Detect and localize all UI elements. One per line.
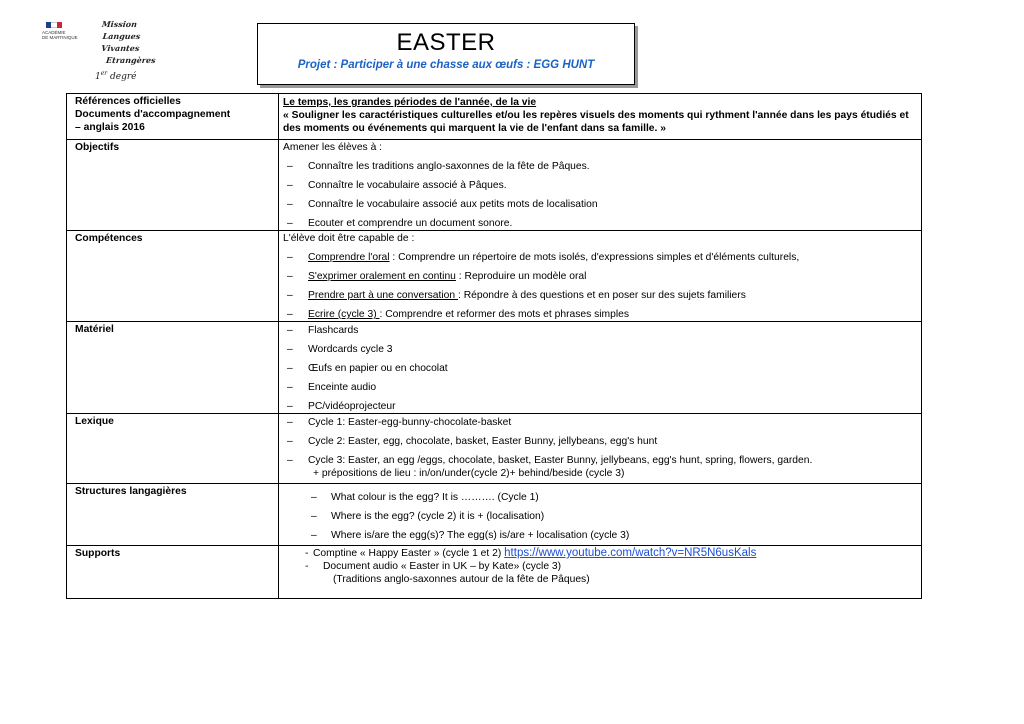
list-item: – Ecouter et comprendre un document sonore.: [283, 217, 917, 230]
materiel-content: [279, 322, 922, 414]
page-title: EASTER: [396, 29, 496, 56]
table-row-structures: [67, 484, 922, 546]
supports-label: Supports: [67, 546, 279, 599]
list-item: – Connaître le vocabulaire associé aux petits mots de localisation: [283, 198, 917, 211]
lexique-list: [283, 416, 917, 467]
list-item: – Wordcards cycle 3: [283, 343, 917, 356]
list-item: – Cycle 3: Easter, an egg /eggs, chocolate, basket, Easter Bunny, jellybeans, egg's hunt, spring, flowers, garden.: [283, 454, 917, 467]
supports-note: (Traditions anglo-saxonnes autour de la fête de Pâques): [333, 574, 590, 585]
structures-content: [279, 484, 922, 546]
table-row-references: [67, 94, 922, 140]
table-row-objectifs: [67, 140, 922, 231]
list-item: – Flashcards: [283, 324, 917, 337]
objectifs-content: [279, 140, 922, 231]
objectifs-label: Objectifs: [67, 140, 279, 231]
list-item: – What colour is the egg? It is ………. (Cycle 1): [283, 491, 917, 504]
list-item: – Connaître le vocabulaire associé à Pâques.: [283, 179, 917, 192]
references-quote: « Souligner les caractéristiques culturelles et/ou les repères visuels des moments qui rythment l'année dans les pays étudiés et des moments ou événements qui marquent la vie de l'enfant dans sa famille. »: [283, 110, 909, 134]
lexique-content: [279, 414, 922, 484]
list-item: – Where is/are the egg(s)? The egg(s) is/are + localisation (cycle 3): [283, 529, 917, 542]
structures-list: [283, 491, 917, 542]
list-item: – Cycle 2: Easter, egg, chocolate, basket, Easter Bunny, jellybeans, egg's hunt: [283, 435, 917, 448]
youtube-link[interactable]: https://www.youtube.com/watch?v=NR5N6usKals: [504, 547, 757, 559]
lexique-prepositions: + prépositions de lieu : in/on/under(cycle 2)+ behind/beside (cycle 3): [313, 468, 625, 479]
french-flag-icon: [46, 22, 62, 28]
references-heading: Le temps, les grandes périodes de l'année, de la vie: [283, 97, 537, 108]
project-subtitle: Projet : Participer à une chasse aux œufs : EGG HUNT: [297, 59, 595, 71]
academie-text: ACADÉMIE DE MARTINIQUE: [42, 30, 78, 40]
list-item: – Ecrire (cycle 3) : Comprendre et reformer des mots et phrases simples: [283, 308, 917, 321]
table-row-materiel: [67, 322, 922, 414]
table-row-competences: [67, 231, 922, 322]
lexique-label: Lexique: [67, 414, 279, 484]
list-item: – Comprendre l'oral : Comprendre un répertoire de mots isolés, d'expressions simples et d'éléments culturels,: [283, 251, 917, 264]
lesson-plan-table: [66, 93, 922, 599]
references-content: [279, 94, 922, 140]
list-item: – Where is the egg? (cycle 2) it is + (localisation): [283, 510, 917, 523]
competences-intro: L'élève doit être capable de :: [283, 233, 415, 244]
competences-label: Compétences: [67, 231, 279, 322]
references-label: Références officielles Documents d'accompagnement – anglais 2016: [67, 94, 279, 140]
list-item: – Œufs en papier ou en chocolat: [283, 362, 917, 375]
supports-content: [279, 546, 922, 599]
supports-audio: - Document audio « Easter in UK – by Kate» (cycle 3): [283, 560, 917, 573]
mission-lve-text: Mission Langues Vivantes Etrangères: [100, 19, 157, 65]
competences-content: [279, 231, 922, 322]
supports-comptine: - Comptine « Happy Easter » (cycle 1 et 2) https://www.youtube.com/watch?v=NR5N6usKals: [283, 547, 917, 560]
materiel-list: [283, 324, 917, 413]
list-item: – Prendre part à une conversation : Répondre à des questions et en poser sur des sujets familiers: [283, 289, 917, 302]
title-box: [257, 23, 635, 85]
degre-text: 1er degré: [95, 70, 137, 82]
materiel-label: Matériel: [67, 322, 279, 414]
academie-logo: [40, 18, 180, 88]
competences-list: [283, 251, 917, 321]
objectifs-intro: Amener les élèves à :: [283, 142, 383, 153]
list-item: – Cycle 1: Easter-egg-bunny-chocolate-basket: [283, 416, 917, 429]
list-item: – Enceinte audio: [283, 381, 917, 394]
list-item: – PC/vidéoprojecteur: [283, 400, 917, 413]
list-item: – S'exprimer oralement en continu : Reproduire un modèle oral: [283, 270, 917, 283]
list-item: – Connaître les traditions anglo-saxonnes de la fête de Pâques.: [283, 160, 917, 173]
table-row-lexique: [67, 414, 922, 484]
table-row-supports: [67, 546, 922, 599]
objectifs-list: [283, 160, 917, 230]
structures-label: Structures langagières: [67, 484, 279, 546]
